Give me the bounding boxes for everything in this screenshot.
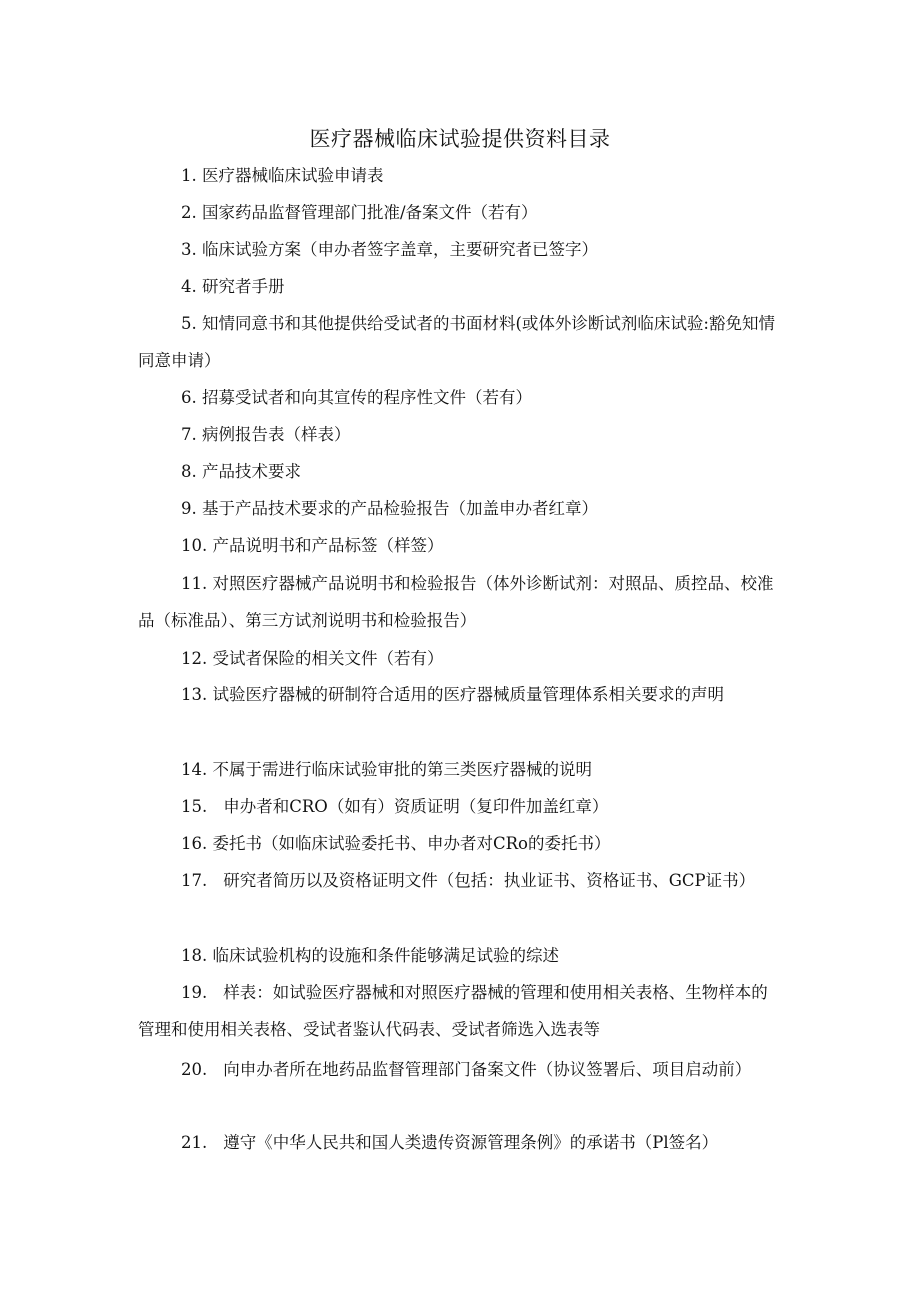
item-text: 申办者和CRO（如有）资质证明（复印件加盖红章） bbox=[223, 797, 609, 816]
item-number: 16. bbox=[181, 834, 208, 853]
item-text: 医疗器械临床试验申请表 bbox=[202, 166, 384, 185]
item-text: 基于产品技术要求的产品检验报告（加盖申办者红章） bbox=[202, 499, 598, 518]
list-item bbox=[138, 158, 778, 195]
item-text: 遵守《中华人民共和国人类遗传资源管理条例》的承诺书（Pl签名） bbox=[223, 1133, 719, 1152]
list-item bbox=[138, 1127, 778, 1159]
item-number: 2. bbox=[181, 203, 197, 222]
item-text: 招募受试者和向其宣传的程序性文件（若有） bbox=[202, 388, 532, 407]
item-number: 7. bbox=[181, 425, 197, 444]
item-number: 14. bbox=[181, 760, 208, 779]
list-item bbox=[138, 232, 778, 269]
item-number: 17. bbox=[181, 871, 208, 890]
list-item bbox=[138, 677, 778, 714]
document-title: 医疗器械临床试验提供资料目录 bbox=[309, 127, 611, 151]
item-text: 受试者保险的相关文件（若有） bbox=[212, 649, 444, 668]
list-item bbox=[138, 1050, 778, 1089]
item-number: 13. bbox=[181, 685, 208, 704]
item-number: 4. bbox=[181, 277, 197, 296]
item-text: 向申办者所在地药品监督管理部门备案文件（协议签署后、项目启动前） bbox=[223, 1060, 752, 1079]
item-number: 12. bbox=[181, 649, 208, 668]
item-number: 10. bbox=[181, 536, 208, 555]
item-text: 病例报告表（样表） bbox=[202, 425, 351, 444]
item-number: 21. bbox=[181, 1133, 208, 1152]
list-item bbox=[138, 938, 778, 975]
item-text: 知情同意书和其他提供给受试者的书面材料(或体外诊断试剂临床试验:豁免知情同意申请） bbox=[138, 314, 775, 370]
item-number: 15. bbox=[181, 797, 208, 816]
item-number: 1. bbox=[181, 166, 197, 185]
list-item bbox=[138, 306, 778, 379]
list-item bbox=[138, 826, 778, 863]
item-text: 国家药品监督管理部门批准/备案文件（若有） bbox=[202, 203, 538, 222]
item-text: 对照医疗器械产品说明书和检验报告（体外诊断试剂：对照品、质控品、校准品（标准品）、第三方试剂说明书和检验报告） bbox=[138, 574, 774, 630]
list-item bbox=[138, 528, 778, 565]
list-item bbox=[138, 863, 778, 900]
list-item bbox=[138, 566, 778, 639]
list-item bbox=[138, 380, 778, 417]
item-text: 委托书（如临床试验委托书、申办者对CRo的委托书） bbox=[212, 834, 611, 853]
item-number: 19. bbox=[181, 983, 208, 1002]
list-item bbox=[138, 641, 778, 678]
list-item bbox=[138, 491, 778, 528]
item-text: 临床试验方案（申办者签字盖章，主要研究者已签字） bbox=[202, 240, 598, 259]
item-text: 研究者简历以及资格证明文件（包括：执业证书、资格证书、GCP证书） bbox=[223, 871, 756, 890]
list-item bbox=[138, 195, 778, 232]
list-item bbox=[138, 269, 778, 306]
item-number: 8. bbox=[181, 462, 197, 481]
list-item bbox=[138, 454, 778, 491]
item-text: 试验医疗器械的研制符合适用的医疗器械质量管理体系相关要求的声明 bbox=[212, 685, 724, 704]
item-text: 产品说明书和产品标签（样签） bbox=[212, 536, 444, 555]
list-item bbox=[138, 417, 778, 454]
item-number: 20. bbox=[181, 1060, 208, 1079]
item-text: 临床试验机构的设施和条件能够满足试验的综述 bbox=[212, 946, 559, 965]
item-text: 产品技术要求 bbox=[202, 462, 301, 481]
list-item bbox=[138, 975, 778, 1048]
item-text: 样表：如试验医疗器械和对照医疗器械的管理和使用相关表格、生物样本的管理和使用相关表格、受试者鉴认代码表、受试者筛选入选表等 bbox=[138, 983, 768, 1039]
list-item bbox=[138, 789, 778, 826]
item-number: 11. bbox=[181, 574, 208, 593]
item-number: 6. bbox=[181, 388, 197, 407]
item-number: 3. bbox=[181, 240, 197, 259]
item-number: 18. bbox=[181, 946, 208, 965]
item-number: 5. bbox=[181, 314, 197, 333]
item-number: 9. bbox=[181, 499, 197, 518]
item-text: 研究者手册 bbox=[202, 277, 285, 296]
item-text: 不属于需进行临床试验审批的第三类医疗器械的说明 bbox=[212, 760, 592, 779]
list-item bbox=[138, 752, 778, 789]
